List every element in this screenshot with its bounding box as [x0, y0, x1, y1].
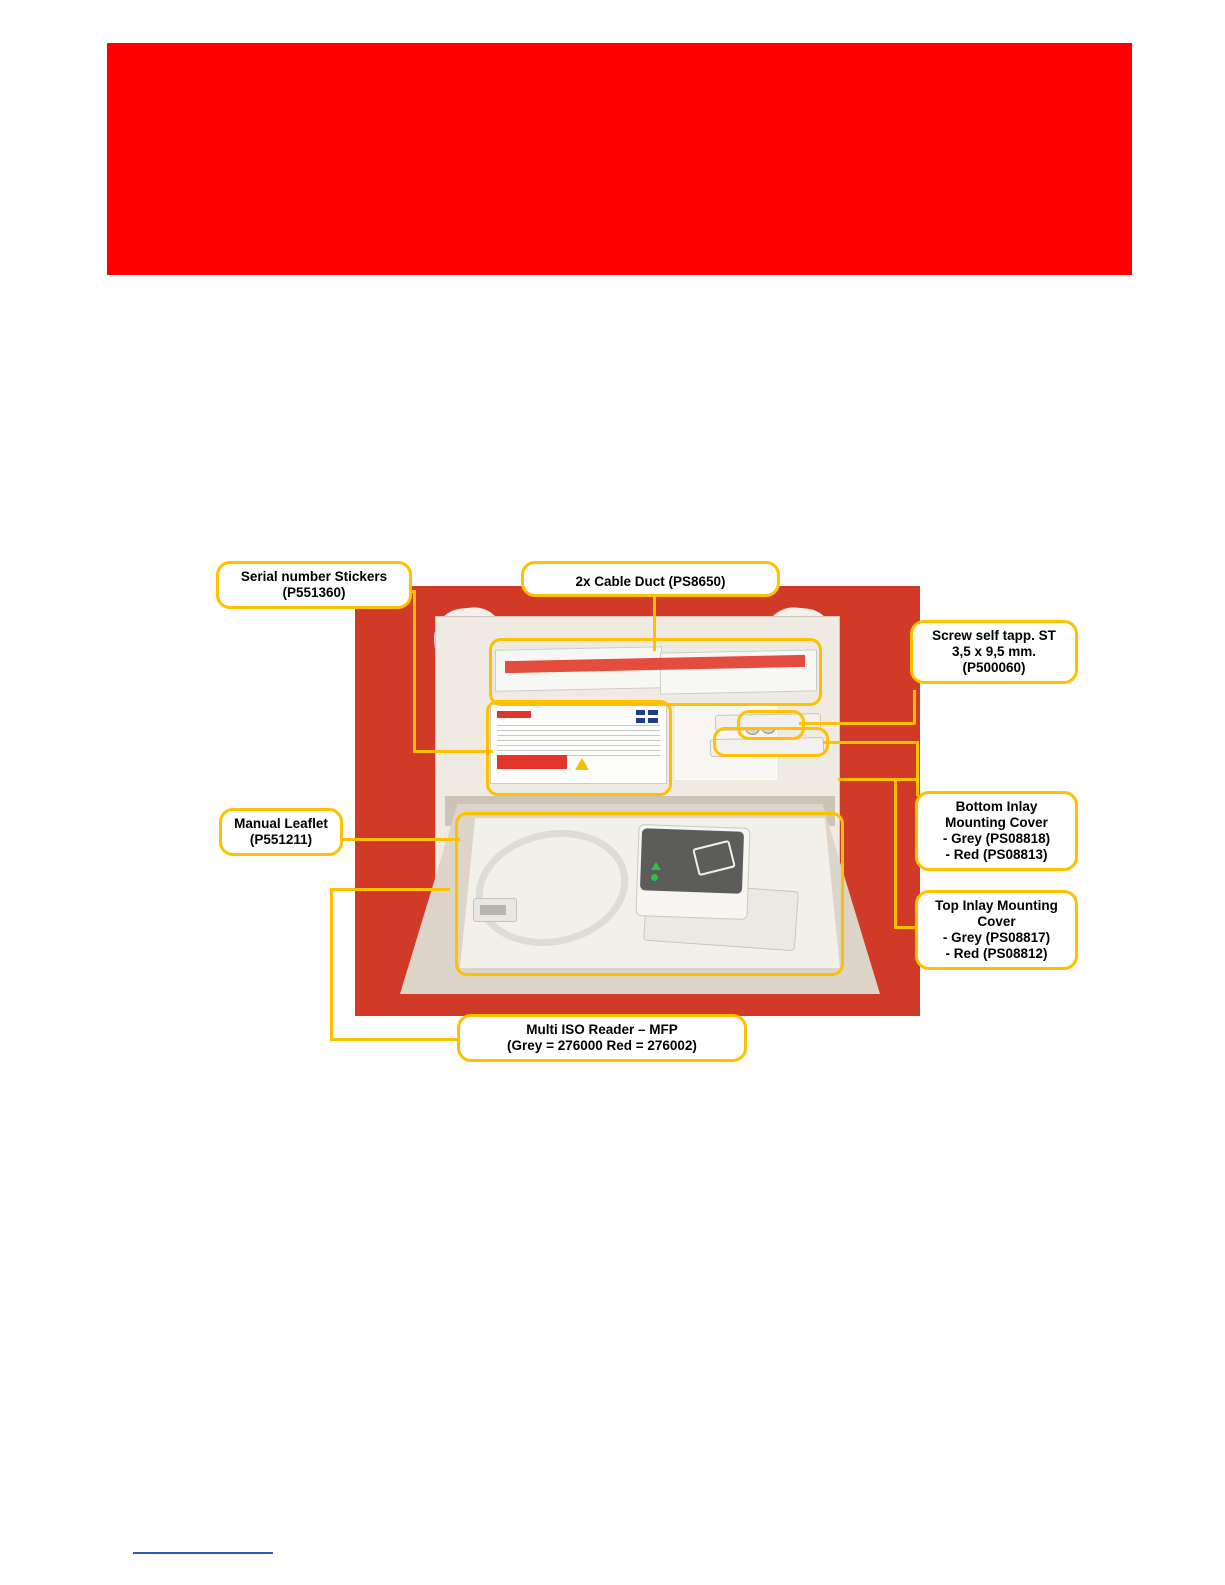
callout-manual-leaflet	[219, 808, 343, 856]
callout-serial-line-1: Serial number Stickers	[240, 569, 388, 584]
leader-reader-horizontal-top	[330, 888, 450, 891]
leader-serial-horizontal	[413, 750, 493, 753]
callout-bottom-inlay-line-1: Bottom Inlay	[955, 799, 1038, 814]
callout-top-inlay-line-1: Top Inlay Mounting	[935, 898, 1058, 913]
callout-top-inlay-line-2: Cover	[977, 914, 1016, 929]
callout-screw-line-1: Screw self tapp. ST	[932, 628, 1056, 643]
highlight-manual-leaflet	[486, 700, 672, 796]
callout-manual-line-2: (P551211)	[249, 832, 313, 847]
highlight-reader	[455, 812, 844, 976]
callout-bottom-inlay-line-4: - Red (PS08813)	[945, 847, 1048, 862]
callout-bottom-inlay-line-2: Mounting Cover	[945, 815, 1048, 830]
callout-serial-line-2: (P551360)	[282, 585, 346, 600]
leader-bottom-inlay-horizontal	[823, 741, 919, 744]
callout-bottom-inlay-cover	[915, 791, 1078, 871]
leader-bottom-inlay-vertical	[916, 741, 919, 796]
callout-cable-duct	[521, 561, 780, 597]
callout-top-inlay-line-3: - Grey (PS08817)	[942, 930, 1051, 945]
highlight-cable-ducts	[489, 638, 822, 706]
callout-reader-line-2: (Grey = 276000 Red = 276002)	[507, 1038, 697, 1053]
callout-top-inlay-cover	[915, 890, 1078, 970]
header-banner	[107, 43, 1132, 275]
leader-reader-vertical	[330, 888, 333, 1040]
callout-screw	[910, 620, 1078, 684]
leader-serial-vertical	[413, 592, 416, 752]
callout-multi-iso-reader	[457, 1014, 747, 1062]
callout-manual-line-1: Manual Leaflet	[234, 816, 328, 831]
leader-top-inlay-vertical	[894, 778, 897, 928]
callout-cable-duct-label: 2x Cable Duct (PS8650)	[575, 574, 726, 589]
leader-reader-horizontal-bottom	[330, 1038, 460, 1041]
leader-screw-horizontal	[799, 722, 915, 725]
leader-top-inlay-horizontal	[838, 778, 916, 781]
callout-screw-line-3: (P500060)	[962, 660, 1026, 675]
footer-link[interactable]	[133, 1552, 273, 1554]
callout-top-inlay-line-4: - Red (PS08812)	[945, 946, 1048, 961]
callout-serial-number-stickers	[216, 561, 412, 609]
callout-bottom-inlay-line-3: - Grey (PS08818)	[942, 831, 1051, 846]
callout-reader-line-1: Multi ISO Reader – MFP	[526, 1022, 678, 1037]
leader-screw-vertical	[913, 690, 916, 724]
callout-screw-line-2: 3,5 x 9,5 mm.	[951, 644, 1037, 659]
highlight-screws	[737, 710, 805, 740]
leader-manual-horizontal	[340, 838, 460, 841]
